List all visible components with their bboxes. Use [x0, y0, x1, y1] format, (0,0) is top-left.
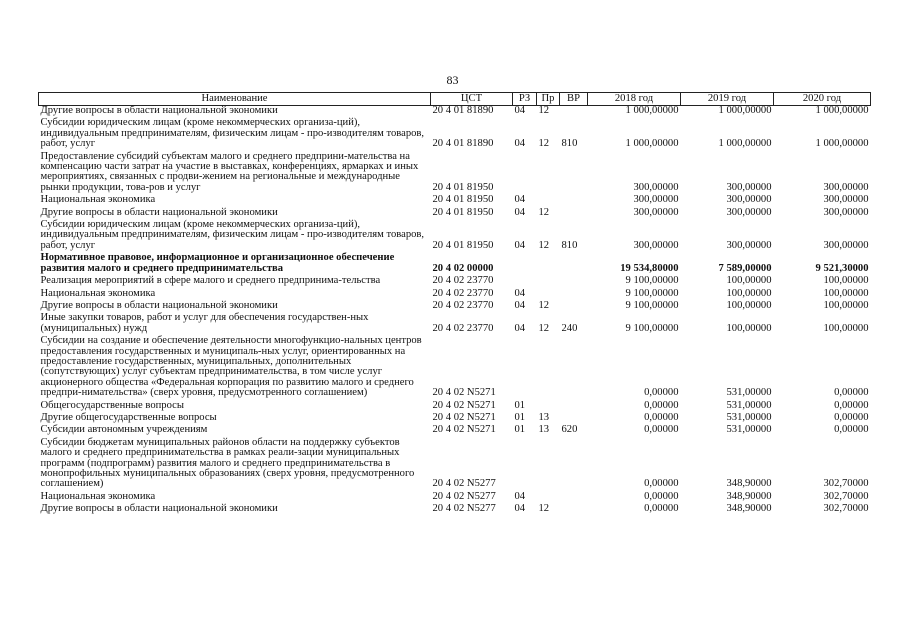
cell-y2019: 300,00000 — [726, 181, 772, 193]
cell-y2020: 100,00000 — [823, 275, 869, 287]
cell-name: Другие вопросы в области национальной экономики — [40, 206, 278, 218]
cell-pr — [537, 253, 560, 276]
cell-pr — [537, 438, 560, 492]
table-row — [39, 220, 871, 253]
cell-y2018: 0,00000 — [644, 490, 679, 502]
table-row — [39, 195, 871, 207]
table-row — [39, 425, 871, 437]
cell-y2019: 100,00000 — [726, 287, 772, 299]
cell-pr — [537, 336, 560, 400]
cell-y2019: 300,00000 — [726, 194, 772, 206]
cell-cst: 20 4 01 81950 — [432, 194, 494, 206]
cell-y2018: 9 100,00000 — [625, 322, 679, 334]
cell-name: Иные закупки товаров, работ и услуг для обеспечения государствен-ных (муниципальных) нужд — [40, 312, 369, 334]
cell-rz — [513, 152, 537, 196]
cell-pr: 13 — [538, 424, 550, 436]
cell-name: Общегосударственные вопросы — [40, 399, 184, 411]
cell-vr — [560, 336, 588, 400]
cell-y2019: 100,00000 — [726, 299, 772, 311]
cell-vr: 620 — [561, 424, 578, 436]
cell-name: Нормативное правовое, информационное и организационное обеспечение развития малого и среднего предпринимательства — [40, 252, 395, 274]
cell-cst: 20 4 02 N5271 — [432, 387, 496, 399]
cell-y2019: 531,00000 — [726, 387, 772, 399]
cell-y2020: 302,70000 — [823, 503, 869, 515]
cell-pr: 12 — [538, 322, 550, 334]
cell-rz: 01 — [514, 399, 526, 411]
cell-y2018: 19 534,80000 — [620, 262, 679, 274]
cell-rz: 04 — [514, 105, 526, 116]
cell-y2020: 1 000,00000 — [815, 105, 869, 116]
cell-y2020: 100,00000 — [823, 287, 869, 299]
cell-name: Другие вопросы в области национальной экономики — [40, 503, 278, 515]
cell-y2020: 302,70000 — [823, 478, 869, 490]
cell-vr — [560, 289, 588, 301]
cell-y2019: 348,90000 — [726, 503, 772, 515]
cell-y2020: 300,00000 — [823, 239, 869, 251]
budget-table — [38, 92, 871, 517]
cell-y2019: 531,00000 — [726, 399, 772, 411]
header-rz: РЗ — [513, 93, 537, 106]
cell-vr: 810 — [561, 138, 578, 150]
cell-rz — [513, 253, 537, 276]
cell-y2020: 0,00000 — [834, 424, 869, 436]
cell-vr — [560, 253, 588, 276]
cell-y2018: 0,00000 — [644, 424, 679, 436]
cell-cst: 20 4 02 N5277 — [432, 478, 496, 490]
header-pr: Пр — [537, 93, 560, 106]
header-2019: 2019 год — [681, 93, 774, 106]
cell-vr — [560, 276, 588, 288]
cell-cst: 20 4 02 N5271 — [432, 424, 496, 436]
cell-rz: 04 — [514, 287, 526, 299]
cell-y2020: 300,00000 — [823, 181, 869, 193]
cell-y2019: 300,00000 — [726, 206, 772, 218]
cell-vr — [560, 301, 588, 313]
cell-y2018: 0,00000 — [644, 478, 679, 490]
table-row — [39, 438, 871, 492]
cell-pr: 13 — [538, 411, 550, 423]
cell-vr: 810 — [561, 239, 578, 251]
header-cst: ЦСТ — [431, 93, 513, 106]
cell-pr — [537, 276, 560, 288]
cell-y2019: 1 000,00000 — [718, 138, 772, 150]
cell-name: Субсидии юридическим лицам (кроме некоммерческих организа-ций), индивидуальным предпринимателям, физическим лицам - про-изводителям товаров, работ, услуг — [40, 219, 425, 251]
cell-rz — [513, 276, 537, 288]
cell-y2019: 348,90000 — [726, 490, 772, 502]
table-row — [39, 313, 871, 336]
cell-pr — [537, 195, 560, 207]
table-row — [39, 152, 871, 196]
cell-name: Национальная экономика — [40, 287, 156, 299]
page-number: 83 — [446, 73, 459, 87]
table-row — [39, 336, 871, 400]
cell-y2018: 0,00000 — [644, 399, 679, 411]
cell-pr: 12 — [538, 105, 550, 116]
cell-rz: 04 — [514, 239, 526, 251]
cell-pr: 12 — [538, 299, 550, 311]
cell-rz: 04 — [514, 503, 526, 515]
cell-rz: 04 — [514, 138, 526, 150]
cell-vr — [560, 195, 588, 207]
cell-vr — [560, 208, 588, 220]
cell-y2018: 300,00000 — [633, 194, 679, 206]
cell-y2020: 300,00000 — [823, 206, 869, 218]
cell-y2020: 0,00000 — [834, 387, 869, 399]
cell-y2018: 0,00000 — [644, 387, 679, 399]
cell-y2018: 1 000,00000 — [625, 138, 679, 150]
cell-pr: 12 — [538, 503, 550, 515]
cell-y2019: 100,00000 — [726, 322, 772, 334]
cell-cst: 20 4 02 23770 — [432, 299, 494, 311]
cell-y2019: 7 589,00000 — [718, 262, 772, 274]
cell-rz: 04 — [514, 322, 526, 334]
cell-y2020: 300,00000 — [823, 194, 869, 206]
cell-vr — [560, 152, 588, 196]
table-row — [39, 118, 871, 151]
cell-y2020: 1 000,00000 — [815, 138, 869, 150]
table-row — [39, 253, 871, 276]
cell-y2018: 1 000,00000 — [625, 105, 679, 116]
cell-name: Предоставление субсидий субъектам малого и среднего предприни-мательства на компенсацию части затрат на участие в выставках, конференциях, ярмарках и иных мероприятиях, связанных с продви-жением на региональные и международные рынки продукции, това-ров и услуг — [40, 150, 419, 193]
cell-y2018: 300,00000 — [633, 206, 679, 218]
cell-cst: 20 4 01 81950 — [432, 181, 494, 193]
table-body — [39, 106, 871, 517]
cell-y2018: 9 100,00000 — [625, 275, 679, 287]
cell-name: Субсидии автономным учреждениям — [40, 424, 208, 436]
cell-cst: 20 4 02 00000 — [432, 262, 494, 274]
cell-name: Субсидии юридическим лицам (кроме некоммерческих организа-ций), индивидуальным предпринимателям, физическим лицам - про-изводителям товаров, работ, услуг — [40, 117, 425, 150]
cell-y2019: 531,00000 — [726, 424, 772, 436]
cell-name: Другие общегосударственные вопросы — [40, 411, 217, 423]
cell-y2019: 300,00000 — [726, 239, 772, 251]
cell-vr — [560, 106, 588, 119]
cell-y2018: 9 100,00000 — [625, 299, 679, 311]
cell-rz — [513, 336, 537, 400]
cell-name: Национальная экономика — [40, 490, 156, 502]
cell-y2019: 100,00000 — [726, 275, 772, 287]
cell-y2020: 0,00000 — [834, 399, 869, 411]
cell-y2020: 0,00000 — [834, 411, 869, 423]
cell-cst: 20 4 01 81950 — [432, 206, 494, 218]
cell-cst: 20 4 02 23770 — [432, 287, 494, 299]
cell-name: Другие вопросы в области национальной экономики — [40, 105, 278, 116]
cell-cst: 20 4 02 N5271 — [432, 411, 496, 423]
cell-y2019: 1 000,00000 — [718, 105, 772, 116]
cell-cst: 20 4 01 81950 — [432, 239, 494, 251]
cell-y2019: 531,00000 — [726, 411, 772, 423]
cell-pr: 12 — [538, 138, 550, 150]
cell-cst: 20 4 01 81890 — [432, 138, 494, 150]
cell-vr — [560, 401, 588, 413]
cell-rz: 04 — [514, 194, 526, 206]
cell-y2018: 9 100,00000 — [625, 287, 679, 299]
cell-rz — [513, 438, 537, 492]
cell-name: Субсидии на создание и обеспечение деятельности многофункцио-нальных центров предоставления государственных и муниципаль-ных услуг, ориентированных на предоставление государственных, муниципальных, дополнительных (сопутствующих) услуг субъектам предпринимательства, в том числе услуг акционерного общества «Федеральная корпорация по развитию малого и среднего предпри-нимательства» (сверх уровня, предусмотренного соглашением) — [40, 335, 422, 399]
cell-name: Реализация мероприятий в сфере малого и среднего предпринима-тельства — [40, 275, 381, 287]
cell-y2020: 100,00000 — [823, 299, 869, 311]
table-row — [39, 276, 871, 288]
cell-pr — [537, 152, 560, 196]
cell-name: Национальная экономика — [40, 194, 156, 206]
cell-cst: 20 4 01 81890 — [432, 105, 494, 116]
table-row — [39, 504, 871, 516]
cell-y2020: 9 521,30000 — [815, 262, 869, 274]
cell-name: Другие вопросы в области национальной экономики — [40, 299, 278, 311]
cell-cst: 20 4 02 N5277 — [432, 503, 496, 515]
cell-vr — [560, 504, 588, 516]
cell-cst: 20 4 02 23770 — [432, 275, 494, 287]
table-header-row — [39, 93, 871, 106]
cell-y2020: 302,70000 — [823, 490, 869, 502]
header-name: Наименование — [39, 93, 431, 106]
cell-vr — [560, 438, 588, 492]
cell-y2020: 100,00000 — [823, 322, 869, 334]
cell-pr: 12 — [538, 239, 550, 251]
cell-y2018: 0,00000 — [644, 503, 679, 515]
cell-rz: 04 — [514, 206, 526, 218]
cell-vr — [560, 492, 588, 504]
cell-name: Субсидии бюджетам муниципальных районов области на поддержку субъектов малого и среднего предпринимательства в рамках реали-зации муниципальных программ (подпрограмм) развития малого и среднего предпринимательства в монопрофильных муниципальных образованиях (сверх уровня, предусмотренного соглашением) — [40, 436, 415, 490]
cell-rz: 01 — [514, 411, 526, 423]
cell-y2018: 300,00000 — [633, 181, 679, 193]
cell-y2018: 0,00000 — [644, 411, 679, 423]
cell-cst: 20 4 02 23770 — [432, 322, 494, 334]
cell-rz: 04 — [514, 299, 526, 311]
cell-cst: 20 4 02 N5271 — [432, 399, 496, 411]
cell-y2018: 300,00000 — [633, 239, 679, 251]
header-2020: 2020 год — [774, 93, 871, 106]
cell-rz: 01 — [514, 424, 526, 436]
cell-pr: 12 — [538, 206, 550, 218]
cell-cst: 20 4 02 N5277 — [432, 490, 496, 502]
cell-rz: 04 — [514, 490, 526, 502]
cell-vr: 240 — [561, 322, 578, 334]
cell-y2019: 348,90000 — [726, 478, 772, 490]
header-2018: 2018 год — [588, 93, 681, 106]
header-vr: ВР — [560, 93, 588, 106]
